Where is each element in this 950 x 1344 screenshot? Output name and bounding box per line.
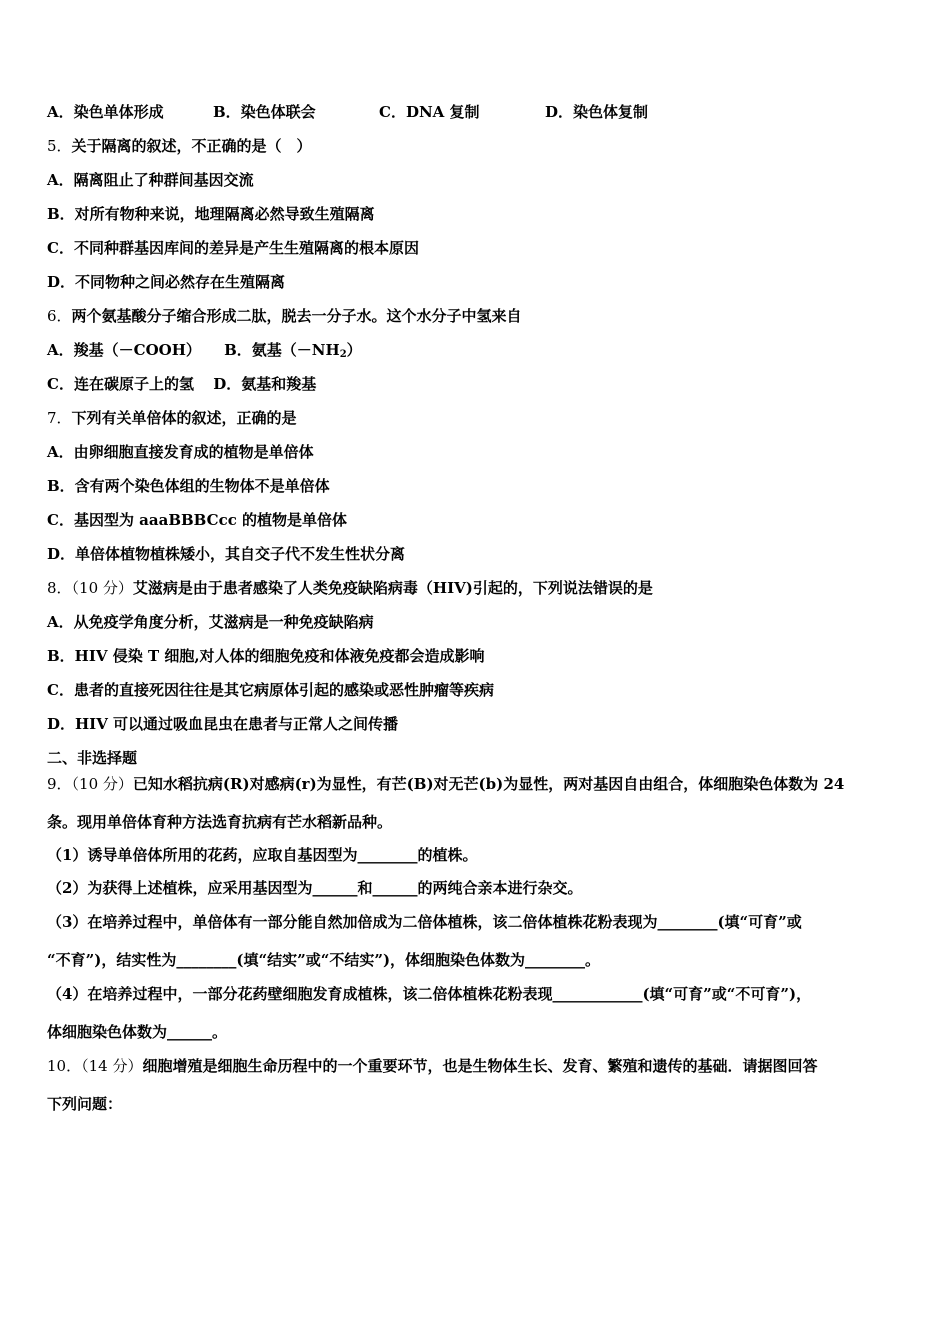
q10-text-1: 细胞增殖是细胞生命历程中的一个重要环节，也是生物体生长、发育、繁殖和遗传的基础．请据图回答 [142, 1057, 818, 1075]
q6-stem [47, 306, 522, 326]
q5-number: 5． [47, 137, 72, 155]
q5-option-b: B．对所有物种来说，地理隔离必然导致生殖隔离 [47, 205, 375, 223]
section-title: 二、非选择题 [47, 749, 138, 767]
q10-stem-line-1 [47, 1056, 817, 1076]
q4-option-a: A．染色单体形成 [47, 103, 164, 121]
q9-text-1: 已知水稻抗病(R)对感病(r)为显性，有芒(B)对无芒(b)为显性，两对基因自由组合，体细胞染色体数为 24 [132, 775, 845, 793]
q6-options-ab [47, 340, 362, 365]
q6-text: 两个氨基酸分子缩合形成二肽，脱去一分子水。这个水分子中氢来自 [71, 307, 522, 325]
q6-option-d: D．氨基和羧基 [213, 375, 317, 393]
q9-part-3-line-1: （3）在培养过程中，单倍体有一部分能自然加倍成为二倍体植株，该二倍体植株花粉表现为________(填“可育”或 [47, 913, 802, 931]
q8-option-c: C．患者的直接死因往往是其它病原体引起的感染或恶性肿瘤等疾病 [47, 681, 494, 699]
q4-option-d: D．染色体复制 [545, 103, 649, 121]
q7-option-b: B．含有两个染色体组的生物体不是单倍体 [47, 477, 330, 495]
q5-option-a: A．隔离阻止了种群间基因交流 [47, 171, 254, 189]
q5-text: 关于隔离的叙述，不正确的是（ ） [71, 137, 312, 155]
q7-stem [47, 408, 297, 428]
q5-option-c: C．不同种群基因库间的差异是产生生殖隔离的根本原因 [47, 239, 419, 257]
q7-number: 7． [47, 409, 72, 427]
q4-option-c: C．DNA 复制 [379, 103, 480, 121]
q6-option-b [224, 341, 362, 359]
q6-option-b-suffix: ） [346, 341, 362, 359]
q6-option-b-prefix: B．氨基（－NH [224, 341, 340, 359]
q10-stem-line-2: 下列问题： [47, 1095, 123, 1113]
q9-part-2: （2）为获得上述植株，应采用基因型为______和______的两纯合亲本进行杂交。 [47, 879, 583, 897]
q6-options-cd [47, 374, 316, 394]
q7-option-d: D．单倍体植物植株矮小，其自交子代不发生性状分离 [47, 545, 406, 563]
q8-option-a: A．从免疫学角度分析，艾滋病是一种免疫缺陷病 [47, 613, 374, 631]
q9-part-4-line-2: 体细胞染色体数为______。 [47, 1023, 228, 1041]
q9-part-3-line-2: “不育”)，结实性为________(填“结实”或“不结实”)，体细胞染色体数为________。 [47, 951, 601, 969]
q8-option-d: D．HIV 可以通过吸血昆虫在患者与正常人之间传播 [47, 715, 399, 733]
q4-option-b: B．染色体联会 [213, 103, 316, 121]
q9-number: 9．（10 分） [47, 775, 133, 793]
q6-number: 6． [47, 307, 72, 325]
q10-number: 10．（14 分） [47, 1057, 143, 1075]
q5-stem [47, 136, 312, 156]
q9-stem-line-1 [47, 774, 844, 794]
q7-option-c: C．基因型为 aaaBBBCcc 的植物是单倍体 [47, 511, 348, 529]
q8-number: 8．（10 分） [47, 579, 133, 597]
q9-part-4-line-1: （4）在培养过程中，一部分花药壁细胞发育成植株，该二倍体植株花粉表现____________(填“可育”或“不可育”)， [47, 985, 812, 1003]
q9-stem-line-2: 条。现用单倍体育种方法选育抗病有芒水稻新品种。 [47, 813, 393, 831]
q9-part-1: （1）诱导单倍体所用的花药，应取自基因型为________的植株。 [47, 846, 478, 864]
q5-option-d: D．不同物种之间必然存在生殖隔离 [47, 273, 286, 291]
q8-text: 艾滋病是由于患者感染了人类免疫缺陷病毒（HIV)引起的，下列说法错误的是 [132, 579, 653, 597]
q7-option-a: A．由卵细胞直接发育成的植物是单倍体 [47, 443, 314, 461]
q6-option-a: A．羧基（－COOH） [47, 341, 201, 359]
q6-option-c: C．连在碳原子上的氢 [47, 375, 194, 393]
q8-stem [47, 578, 653, 598]
q6-option-b-subscript: 2 [339, 349, 347, 360]
q4-options-row [47, 102, 648, 122]
q7-text: 下列有关单倍体的叙述，正确的是 [71, 409, 297, 427]
q8-option-b: B．HIV 侵染 T 细胞,对人体的细胞免疫和体液免疫都会造成影响 [47, 647, 485, 665]
